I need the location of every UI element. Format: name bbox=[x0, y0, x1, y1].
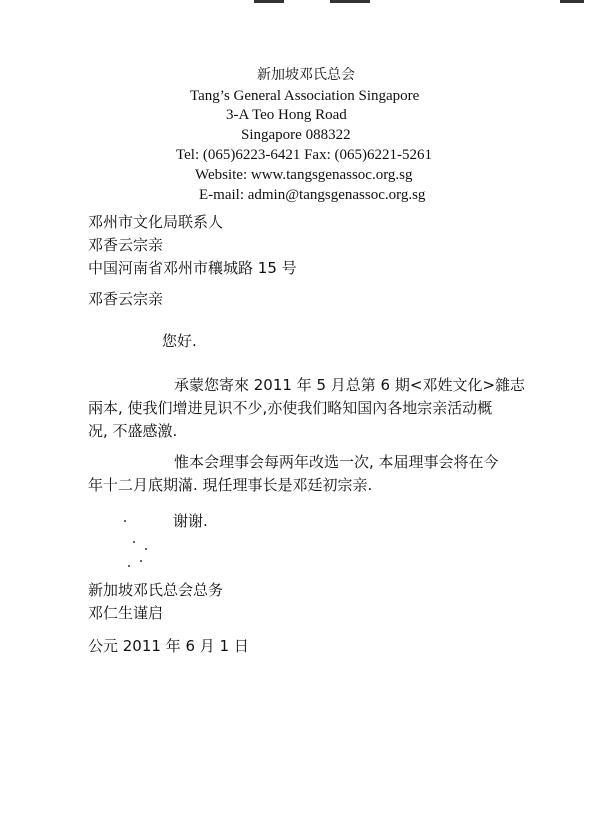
closing-thanks: 谢谢. bbox=[173, 512, 208, 530]
association-name-cn: 新加坡邓氏总会 bbox=[257, 67, 355, 83]
scan-mark bbox=[330, 0, 370, 3]
recipient-line: 邓香云宗亲 bbox=[88, 236, 164, 254]
body-paragraph-1 bbox=[88, 374, 526, 443]
association-city: Singapore 088322 bbox=[241, 127, 351, 143]
recipient-line: 邓州市文化局联系人 bbox=[88, 213, 224, 231]
association-email: E-mail: admin@tangsgenassoc.org.sg bbox=[199, 187, 426, 203]
signature-line: 邓仁生谨启 bbox=[88, 604, 164, 622]
stamp-dot bbox=[133, 541, 135, 543]
paragraph-line: 兩本, 使我们增进見识不少,亦使我们略知国內各地宗亲活动概 bbox=[88, 399, 493, 417]
paragraph-line: 年十二月底期滿. 現任理事长是邓廷初宗亲. bbox=[88, 476, 373, 494]
scan-mark bbox=[254, 0, 284, 3]
scan-mark bbox=[560, 0, 584, 3]
association-tel-fax: Tel: (065)6223-6421 Fax: (065)6221-5261 bbox=[176, 147, 432, 163]
recipient-line: 中国河南省邓州市穰城路 15 号 bbox=[88, 259, 297, 277]
stamp-dot bbox=[128, 565, 130, 567]
greeting: 您好. bbox=[162, 332, 197, 350]
salutation: 邓香云宗亲 bbox=[88, 290, 164, 308]
paragraph-line: 承蒙您寄來 2011 年 5 月总第 6 期<邓姓文化>雜志 bbox=[174, 376, 526, 394]
stamp-dot bbox=[124, 520, 126, 522]
stamp-dot bbox=[145, 548, 147, 550]
paragraph-line: 惟本会理事会每两年改选一次, 本届理事会将在今 bbox=[174, 453, 499, 471]
association-address: 3-A Teo Hong Road bbox=[226, 107, 347, 123]
recipient-block bbox=[88, 211, 297, 280]
signature-block bbox=[88, 579, 223, 625]
stamp-dot bbox=[140, 560, 142, 562]
paragraph-line: 况, 不盛感激. bbox=[88, 422, 178, 440]
letter-date: 公元 2011 年 6 月 1 日 bbox=[88, 637, 249, 655]
association-name-en: Tang’s General Association Singapore bbox=[190, 88, 420, 104]
signature-line: 新加坡邓氏总会总务 bbox=[88, 581, 224, 599]
body-paragraph-2 bbox=[88, 451, 528, 497]
association-website: Website: www.tangsgenassoc.org.sg bbox=[195, 167, 413, 183]
